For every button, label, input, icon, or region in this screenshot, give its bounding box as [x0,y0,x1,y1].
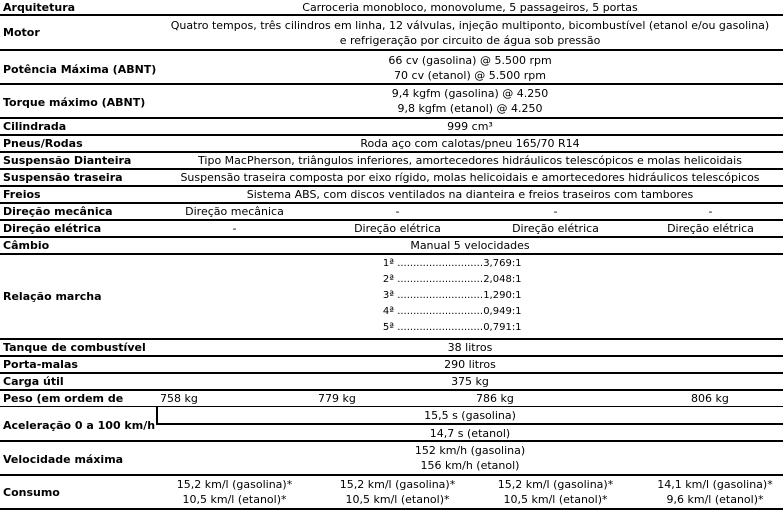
label-suspensao-traseira: Suspensão traseira [3,171,123,184]
value-consumo-2-etanol: 10,5 km/l (etanol)* [345,493,450,506]
gear-ratio-value: 0,791:1 [483,322,522,333]
row-cilindrada [0,119,783,136]
label-arquitetura: Arquitetura [3,1,76,14]
row-tanque [0,340,783,357]
row-suspensao-traseira [0,170,783,187]
aceleracao-mid-line [156,423,783,425]
label-suspensao-dianteira: Suspensão Dianteira [3,154,132,167]
value-direcao-eletrica-1: - [232,222,237,235]
gear-number: 5ª [382,322,394,333]
gear-ratio-value: 1,290:1 [483,290,522,301]
value-motor-line1: Quatro tempos, três cilindros em linha, 12 válvulas, injeção multiponto, bicombustível (etanol e/ou gasolina) [170,19,770,32]
row-motor [0,16,783,51]
label-potencia: Potência Máxima (ABNT) [3,63,157,76]
value-consumo-3-gasolina: 15,2 km/l (gasolina)* [497,478,614,491]
value-pneus: Roda aço com calotas/pneu 165/70 R14 [360,137,580,150]
value-peso-4: 806 kg [691,392,729,405]
gear-number: 1ª [382,258,394,269]
value-peso-1: 758 kg [160,392,198,405]
value-direcao-mecanica-2: - [395,205,400,218]
value-aceleracao-gasolina: 15,5 s (gasolina) [424,409,516,422]
gear-ratio-value: 2,048:1 [483,274,522,285]
label-peso: Peso (em ordem de [3,392,124,405]
value-velocidade-etanol: 156 km/h (etanol) [420,459,520,472]
gear-ratio-1 [370,256,522,271]
value-peso-3: 786 kg [476,392,514,405]
value-porta-malas: 290 litros [444,358,496,371]
leader-dots: ........................... [397,258,484,269]
row-pneus [0,136,783,153]
label-tanque: Tanque de combustível [3,341,146,354]
leader-dots: ........................... [397,274,484,285]
row-relacao-marcha [0,255,783,340]
gear-ratio-5 [370,320,522,335]
gear-ratio-3 [370,288,522,303]
label-relacao-marcha: Relação marcha [3,290,102,303]
row-potencia [0,51,783,85]
row-arquitetura [0,0,783,16]
gear-ratio-2 [370,272,522,287]
value-potencia-gasolina: 66 cv (gasolina) @ 5.500 rpm [388,54,552,67]
value-consumo-1-gasolina: 15,2 km/l (gasolina)* [176,478,293,491]
label-motor: Motor [3,26,40,39]
row-suspensao-dianteira [0,153,783,170]
value-aceleracao-etanol: 14,7 s (etanol) [429,427,511,440]
label-velocidade: Velocidade máxima [3,453,124,466]
label-direcao-eletrica: Direção elétrica [3,222,102,235]
value-direcao-eletrica-3: Direção elétrica [512,222,599,235]
row-consumo [0,476,783,510]
label-freios: Freios [3,188,41,201]
value-potencia-etanol: 70 cv (etanol) @ 5.500 rpm [394,69,546,82]
leader-dots: ........................... [397,290,484,301]
label-cambio: Câmbio [3,239,50,252]
value-torque-etanol: 9,8 kgfm (etanol) @ 4.250 [397,102,543,115]
value-suspensao-dianteira: Tipo MacPherson, triângulos inferiores, amortecedores hidráulicos telescópicos e molas helicoidais [198,154,742,167]
label-direcao-mecanica: Direção mecânica [3,205,113,218]
gear-number: 3ª [382,290,394,301]
value-consumo-4-gasolina: 14,1 km/l (gasolina)* [657,478,773,491]
value-torque-gasolina: 9,4 kgfm (gasolina) @ 4.250 [391,87,549,100]
row-carga-util [0,374,783,391]
value-arquitetura: Carroceria monobloco, monovolume, 5 passageiros, 5 portas [302,1,638,14]
value-direcao-eletrica-2: Direção elétrica [354,222,441,235]
row-freios [0,187,783,204]
value-freios: Sistema ABS, com discos ventilados na dianteira e freios traseiros com tambores [246,188,694,201]
gear-ratio-value: 0,949:1 [483,306,522,317]
label-cilindrada: Cilindrada [3,120,67,133]
label-porta-malas: Porta-malas [3,358,78,371]
row-torque [0,85,783,119]
row-cambio [0,238,783,255]
value-suspensao-traseira: Suspensão traseira composta por eixo rígido, molas helicoidais e amortecedores hidráulicos telescópicos [180,171,760,184]
gear-number: 4ª [382,306,394,317]
value-motor-line2: e refrigeração por circuito de água sob pressão [339,34,601,47]
value-consumo-4-etanol: 9,6 km/l (etanol)* [666,493,764,506]
row-direcao-mecanica [0,204,783,221]
value-direcao-mecanica-1: Direção mecânica [185,205,284,218]
label-pneus: Pneus/Rodas [3,137,83,150]
value-consumo-2-gasolina: 15,2 km/l (gasolina)* [339,478,456,491]
leader-dots: ........................... [397,306,484,317]
value-direcao-mecanica-4: - [708,205,713,218]
value-cambio: Manual 5 velocidades [410,239,530,252]
label-torque: Torque máximo (ABNT) [3,96,146,109]
value-consumo-1-etanol: 10,5 km/l (etanol)* [182,493,287,506]
row-direcao-eletrica [0,221,783,238]
value-tanque: 38 litros [447,341,493,354]
label-consumo: Consumo [3,486,60,499]
leader-dots: ........................... [397,322,484,333]
value-velocidade-gasolina: 152 km/h (gasolina) [414,444,526,457]
value-direcao-eletrica-4: Direção elétrica [667,222,754,235]
value-direcao-mecanica-3: - [553,205,558,218]
value-cilindrada: 999 cm³ [447,120,493,133]
label-carga-util: Carga útil [3,375,64,388]
row-velocidade [0,442,783,476]
row-porta-malas [0,357,783,374]
value-peso-2: 779 kg [318,392,356,405]
gear-number: 2ª [382,274,394,285]
gear-ratio-4 [370,304,522,319]
label-aceleracao: Aceleração 0 a 100 km/h [3,419,156,432]
gear-ratio-value: 3,769:1 [483,258,522,269]
value-carga-util: 375 kg [451,375,489,388]
value-consumo-3-etanol: 10,5 km/l (etanol)* [503,493,608,506]
